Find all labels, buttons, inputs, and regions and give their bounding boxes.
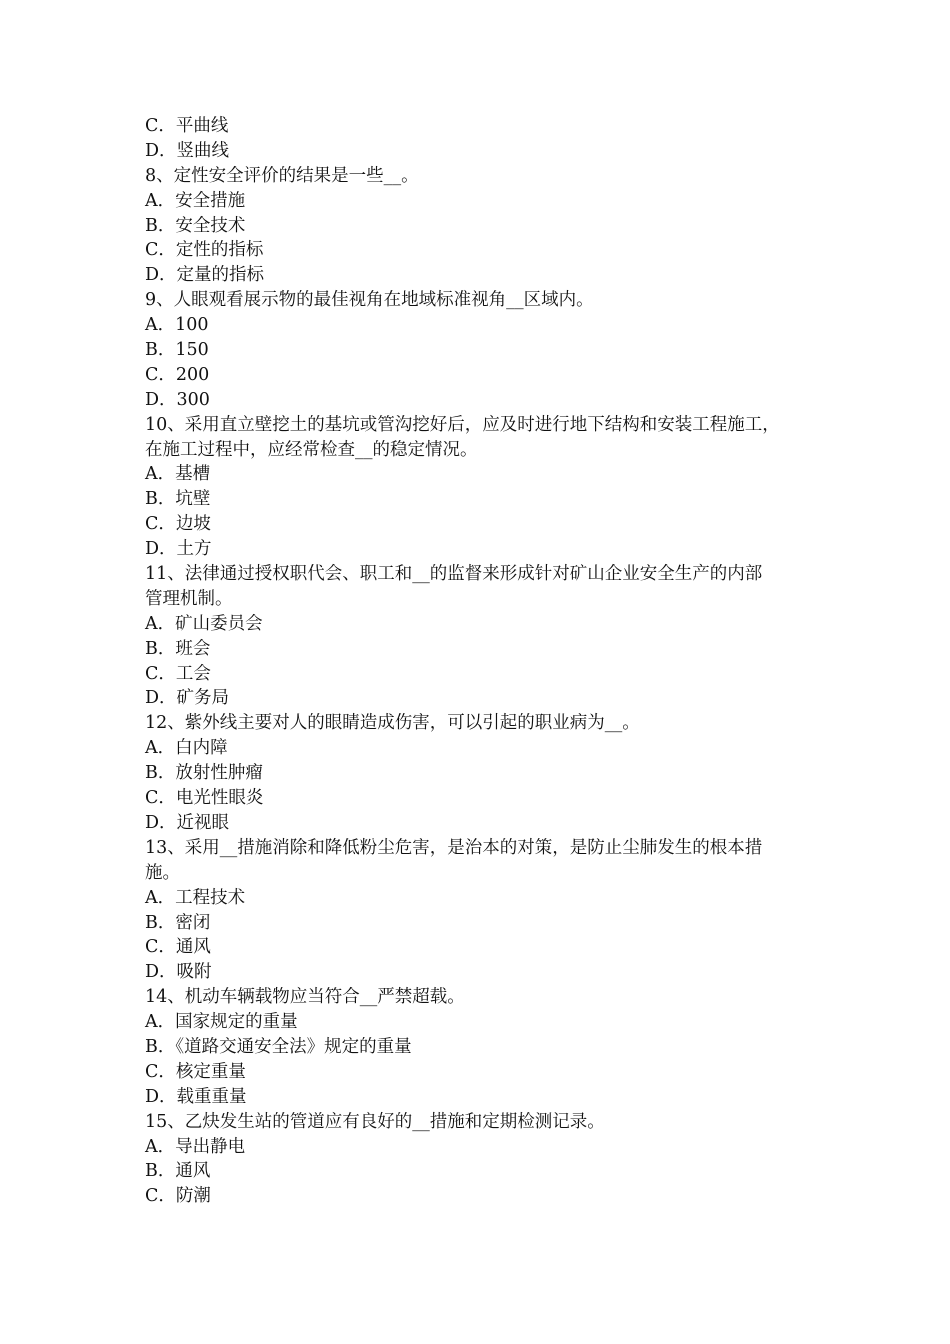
option-line: B．放射性肿瘤 <box>145 763 263 784</box>
option-line: B．《道路交通安全法》规定的重量 <box>145 1036 412 1057</box>
question-line-continued: 在施工过程中，应经常检查__的稳定情况。 <box>145 439 478 460</box>
question-line-continued: 管理机制。 <box>145 588 233 609</box>
option-line: D．吸附 <box>145 962 212 983</box>
option-line: D．载重重量 <box>145 1086 247 1107</box>
option-line: A．基槽 <box>145 464 211 485</box>
option-line: C．定性的指标 <box>145 240 264 261</box>
option-line: D．竖曲线 <box>145 140 230 161</box>
option-line: C．边坡 <box>145 514 211 535</box>
question-line: 8、定性安全评价的结果是一些__。 <box>145 165 419 186</box>
option-line: C．防潮 <box>145 1186 211 1207</box>
option-line: B．密闭 <box>145 912 211 933</box>
option-line: B．坑壁 <box>145 489 211 510</box>
option-line: C．核定重量 <box>145 1061 246 1082</box>
question-line-continued: 施。 <box>145 862 180 883</box>
option-line: D．近视眼 <box>145 812 230 833</box>
option-line: D．矿务局 <box>145 688 230 709</box>
option-line: B．通风 <box>145 1161 211 1182</box>
option-line: A．工程技术 <box>145 887 246 908</box>
option-line: A．100 <box>145 315 209 336</box>
question-line: 11、法律通过授权职代会、职工和__的监督来形成针对矿山企业安全生产的内部 <box>145 564 763 585</box>
option-line: C．电光性眼炎 <box>145 788 264 809</box>
option-line: A．白内障 <box>145 738 228 759</box>
question-line: 15、乙炔发生站的管道应有良好的__措施和定期检测记录。 <box>145 1111 605 1132</box>
option-line: C．平曲线 <box>145 116 229 136</box>
question-list <box>145 114 815 1209</box>
question-line: 13、采用__措施消除和降低粉尘危害，是治本的对策，是防止尘肺发生的根本措 <box>145 837 763 858</box>
option-line: D．土方 <box>145 539 212 560</box>
question-line: 14、机动车辆载物应当符合__严禁超载。 <box>145 987 465 1008</box>
question-line: 10、采用直立壁挖土的基坑或管沟挖好后，应及时进行地下结构和安装工程施工， <box>145 414 780 435</box>
option-line: B．安全技术 <box>145 215 246 236</box>
option-line: D．300 <box>145 389 210 410</box>
question-line: 9、人眼观看展示物的最佳视角在地域标准视角__区域内。 <box>145 290 594 311</box>
option-line: C．200 <box>145 364 210 385</box>
question-line: 12、紫外线主要对人的眼睛造成伤害，可以引起的职业病为__。 <box>145 713 640 734</box>
option-line: A．导出静电 <box>145 1136 246 1157</box>
option-line: B．班会 <box>145 638 211 659</box>
option-line: A．国家规定的重量 <box>145 1012 298 1033</box>
option-line: A．安全措施 <box>145 190 246 211</box>
option-line: A．矿山委员会 <box>145 613 263 634</box>
option-line: C．通风 <box>145 937 211 958</box>
option-line: D．定量的指标 <box>145 265 265 286</box>
option-line: B．150 <box>145 340 209 361</box>
option-line: C．工会 <box>145 663 211 684</box>
